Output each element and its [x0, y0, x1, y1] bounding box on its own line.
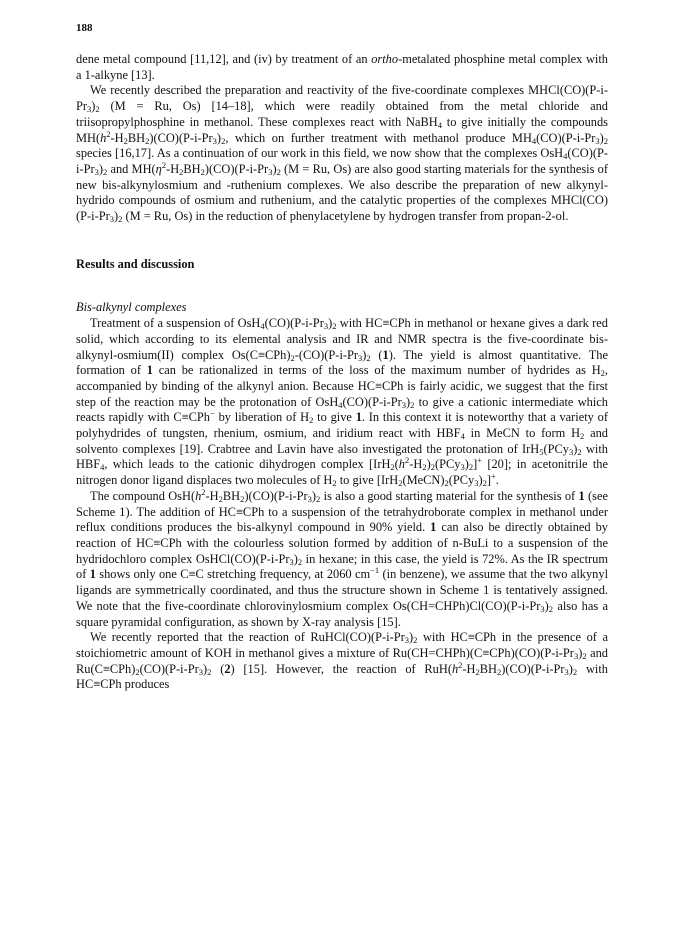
paragraph: We recently described the preparation and reactivity of the five-coordinate complexes $MHCl(CO)(P-i-Pr_3)_2$ (M = Ru, Os) [14–18], which were readily obtained from the metal chloride and triisopropylphosphine in methanol. These complexes react with NaBH$_4$ to give initially the compounds $MH(h^2-H_2BH_2)(CO)(P-i-Pr_3)_2$, which on further treatment with methanol produce $MH_4(CO)(P-i-Pr_3)_2$ species [16,17]. As a continuation of our work in this field, we now show that the complexes $OsH_4(CO)(P-i-Pr_3)_2$ and $MH(\eta^2-H_2BH_2)(CO)(P-i-Pr_3)_2$ (M = Ru, Os) are also good starting materials for the synthesis of new bis-alkynylosmium and -ruthenium complexes. We also describe the preparation of new alkynyl-hydrido compounds of osmium and ruthenium, and the catalytic properties of the complexes $MHCl(CO)(P-i-Pr_3)_2$ (M = Ru, Os) in the reduction of phenylacetylene by hydrogen transfer from propan-2-ol.: [76, 83, 608, 225]
paragraph: The compound $OsH(h^2-H_2BH_2)(CO)(P-i-Pr_3)_2$ is also a good starting material for the synthesis of 1 (see Scheme 1). The addition of HC≡CPh to a suspension of the tetrahydroborate complex in methanol under reflux conditions produces the bis-alkynyl compound in 90% yield. 1 can also be directly obtained by reaction of HC≡CPh with the colourless solution formed by addition of n-BuLi to a suspension of the hydridochloro complex $OsHCl(CO)(P-i-Pr_3)_2$ in hexane; in this case, the yield is 72%. As the IR spectrum of 1 shows only one C≡C stretching frequency, at 2060 $cm^{-1}$ (in benzene), we assume that the two alkynyl ligands are symmetrically coordinated, and thus the structure shown in Scheme 1 is tentatively assigned. We note that the five-coordinate chlorovinylosmium complex $Os(CH=CHPh)Cl(CO)(P-i-Pr_3)_2$ also has a square pyramidal configuration, as shown by X-ray analysis [15].: [76, 486, 609, 629]
subsection-heading: Bis-alkynyl complexes: [76, 300, 187, 315]
paragraph: dene metal compound [11,12], and (iv) by treatment of an ortho-metalated phosphine metal complex with a 1-alkyne [13].: [76, 52, 608, 82]
section-heading: Results and discussion: [76, 256, 195, 271]
page-number: 188: [76, 22, 93, 34]
article-body: [76, 52, 608, 693]
paragraph: We recently reported that the reaction of $RuHCl(CO)(P-i-Pr_3)_2$ with HC≡CPh in the presence of a stoichiometric amount of KOH in methanol gives a mixture of $Ru(CH=CHPh)(C\equiv CPh)(CO)(P-i-Pr_3)_2$ and $Ru(C\equiv CPh)_2(CO)(P-i-Pr_3)_2$ (2) [15]. However, the reaction of $RuH(h^2-H_2BH_2)(CO)(P-i-Pr_3)_2$ with HC≡CPh produces: [76, 630, 608, 692]
paragraph: Treatment of a suspension of $OsH_4(CO)(P-i-Pr_3)_2$ with HC≡CPh in methanol or hexane gives a dark red solid, which according to its elemental analysis and IR and NMR spectra is the five-coordinate bis-alkynyl-osmium(II) complex $Os(C\equiv CPh)_2-(CO)(P-i-Pr_3)_2$ (1). The yield is almost quantitative. The formation of 1 can be rationalized in terms of the loss of the maximum number of hydrides as $H_2$, accompanied by binding of the alkynyl anion. Because HC≡CPh is fairly acidic, we suggest that the first step of the reaction may be the protonation of $OsH_4(CO)(P-i-Pr_3)_2$ to give a cationic intermediate which reacts rapidly with C≡CPh− by liberation of $H_2$ to give 1. In this context it is noteworthy that a variety of polyhydrides of tungsten, rhenium, osmium, and iridium react with $HBF_4$ in MeCN to form $H_2$ and solvento complexes [19]. Crabtree and Lavin have also investigated the protonation of $IrH_5(PCy_3)_2$ with $HBF_4$, which leads to the cationic dihydrogen complex $[IrH_2(h^2-H_2)_2(PCy_3)_2]^+$ [20]; in acetonitrile the nitrogen donor ligand displaces two molecules of $H_2$ to give $[IrH_2(MeCN)_2(PCy_3)_2]^+$.: [76, 316, 609, 489]
